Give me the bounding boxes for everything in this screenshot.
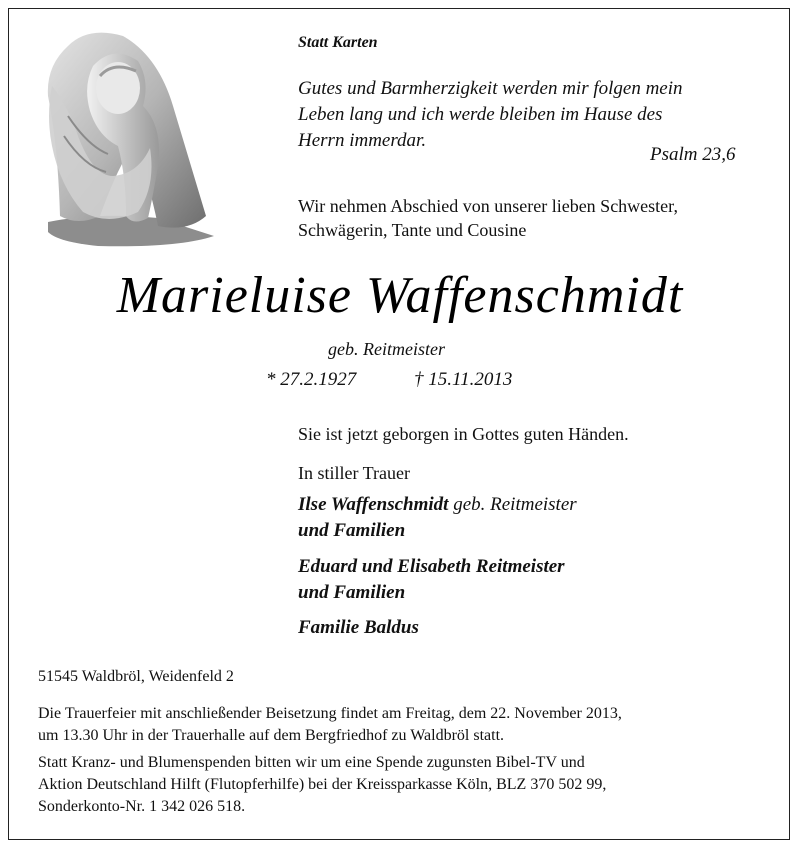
intro-line-1: Wir nehmen Abschied von unserer lieben Schwester,: [298, 196, 678, 216]
birth-name: geb. Reitmeister: [328, 339, 445, 359]
service-line-2: um 13.30 Uhr in der Trauerhalle auf dem Bergfriedhof zu Waldbröl statt.: [38, 727, 505, 744]
deceased-name: Marieluise Waffenschmidt: [116, 267, 684, 324]
donation-line-3: Sonderkonto-Nr. 1 342 026 518.: [38, 798, 246, 815]
mourner-1-suffix: geb. Reitmeister: [453, 494, 577, 515]
mourner-1-name: Ilse Waffenschmidt: [298, 494, 449, 515]
psalm-reference: Psalm 23,6: [650, 144, 736, 165]
statt-karten-label: Statt Karten: [298, 34, 378, 51]
mourner-1-families: und Familien: [298, 520, 406, 541]
address: 51545 Waldbröl, Weidenfeld 2: [38, 668, 234, 685]
psalm-line-3: Herrn immerdar.: [298, 130, 427, 151]
donation-line-1: Statt Kranz- und Blumenspenden bitten wir um eine Spende zugunsten Bibel-TV und: [38, 754, 585, 771]
mourning-label: In stiller Trauer: [298, 463, 410, 483]
psalm-line-1: Gutes und Barmherzigkeit werden mir folgen mein: [298, 78, 683, 99]
comfort-line: Sie ist jetzt geborgen in Gottes guten Händen.: [298, 424, 629, 444]
mourner-3: Familie Baldus: [298, 617, 419, 638]
hands-holding-child-sculpture-icon: [38, 26, 218, 248]
psalm-line-2: Leben lang und ich werde bleiben im Hause des: [298, 104, 663, 125]
mourner-2-line-1: Eduard und Elisabeth Reitmeister: [298, 556, 565, 577]
death-date: † 15.11.2013: [414, 369, 513, 390]
mourner-1: [298, 494, 577, 516]
birth-date: * 27.2.1927: [266, 369, 357, 390]
mourner-2-line-2: und Familien: [298, 582, 406, 603]
intro-line-2: Schwägerin, Tante und Cousine: [298, 220, 527, 240]
donation-line-2: Aktion Deutschland Hilft (Flutopferhilfe) bei der Kreissparkasse Köln, BLZ 370 502 99,: [38, 776, 607, 793]
service-line-1: Die Trauerfeier mit anschließender Beisetzung findet am Freitag, dem 22. November 2013,: [38, 705, 622, 722]
